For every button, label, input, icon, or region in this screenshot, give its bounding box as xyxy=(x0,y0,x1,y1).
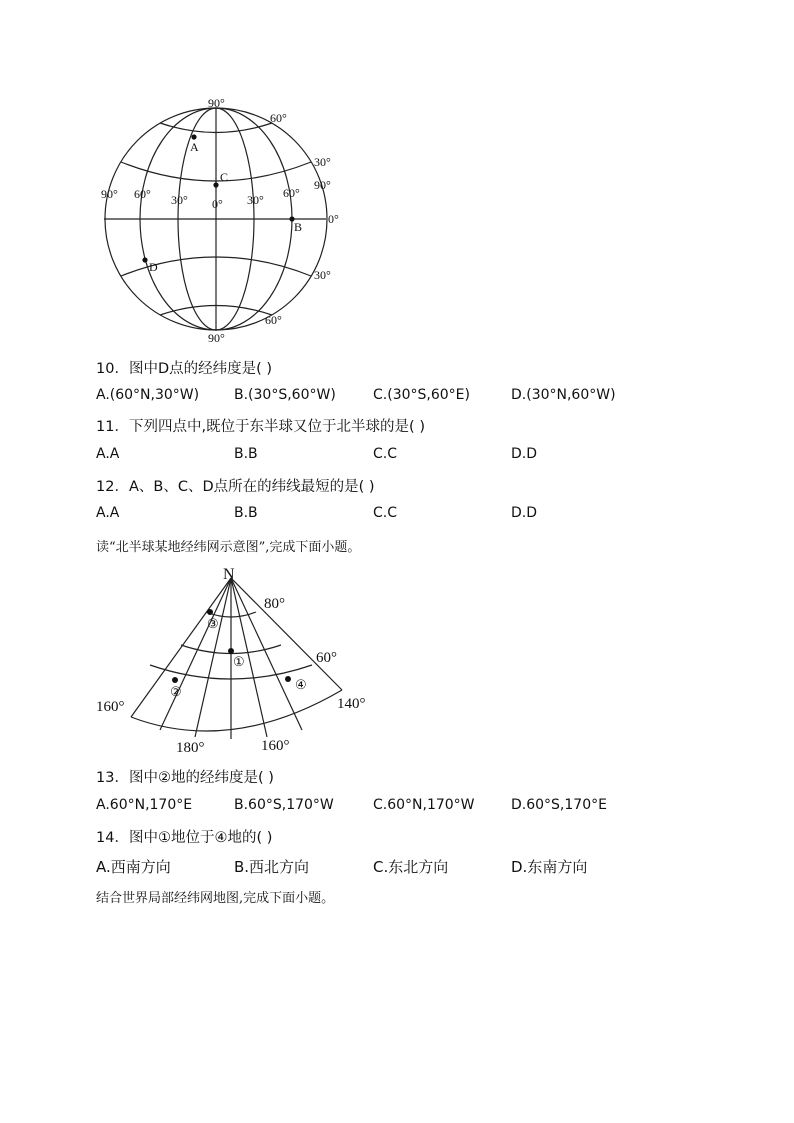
label-point-b: B xyxy=(294,220,303,234)
q12-option-a: A.A xyxy=(96,505,120,521)
point-c-dot xyxy=(213,182,218,187)
label-lon140: 140° xyxy=(337,696,366,712)
point-d-dot xyxy=(142,257,147,262)
q10-option-d: D.(30°N,60°W) xyxy=(511,387,616,403)
q11-option-a: A.A xyxy=(96,446,120,462)
q13-option-d: D.60°S,170°E xyxy=(511,797,607,813)
q14-option-a: A.西南方向 xyxy=(96,858,171,876)
q14-option-c: C.东北方向 xyxy=(373,858,449,876)
q14-stem: 14．图中①地位于④地的( ) xyxy=(96,830,273,846)
q14-option-b: B.西北方向 xyxy=(234,858,310,876)
label-point-a: A xyxy=(190,140,199,154)
label-lat30-n: 30° xyxy=(314,155,331,169)
label-pole-s: 90° xyxy=(208,331,225,345)
label-lat0: 0° xyxy=(328,212,339,226)
q13-option-c: C.60°N,170°W xyxy=(373,797,475,813)
label-lon30-w: 30° xyxy=(171,193,188,207)
intro-figure2: 读“北半球某地经纬网示意图”,完成下面小题。 xyxy=(96,540,361,555)
q13-option-a: A.60°N,170°E xyxy=(96,797,193,813)
q11-option-d: D.D xyxy=(511,446,538,462)
q10-stem: 10．图中D点的经纬度是( ) xyxy=(96,361,273,377)
meridian-180 xyxy=(195,578,231,737)
label-point-1: ① xyxy=(233,654,245,669)
point-2-dot xyxy=(172,677,178,683)
q11-stem: 11．下列四点中,既位于东半球又位于北半球的是( ) xyxy=(96,419,425,435)
q12-option-d: D.D xyxy=(511,505,538,521)
label-lon30-e: 30° xyxy=(247,193,264,207)
point-4-dot xyxy=(285,676,291,682)
label-lat80: 80° xyxy=(264,596,285,612)
label-lat60-n: 60° xyxy=(270,111,287,125)
label-point-3: ③ xyxy=(207,616,219,631)
q11-option-c: C.C xyxy=(373,446,398,462)
point-3-dot xyxy=(207,609,213,615)
meridian-140e xyxy=(231,578,342,690)
label-lat30-s: 30° xyxy=(314,268,331,282)
q10-option-b: B.(30°S,60°W) xyxy=(234,387,336,403)
q14-option-d: D.东南方向 xyxy=(511,858,588,876)
label-lon180: 180° xyxy=(176,740,205,756)
q12-option-b: B.B xyxy=(234,505,258,521)
label-lon90-e: 90° xyxy=(314,178,331,192)
label-north: N xyxy=(223,566,235,583)
label-point-d: D xyxy=(149,260,158,274)
label-pole-n: 90° xyxy=(208,96,225,110)
q11-option-b: B.B xyxy=(234,446,258,462)
label-lon90-w: 90° xyxy=(101,187,118,201)
q10-option-c: C.(30°S,60°E) xyxy=(373,387,470,403)
label-point-c: C xyxy=(220,170,229,184)
label-lon0: 0° xyxy=(212,197,223,211)
q13-stem: 13．图中②地的经纬度是( ) xyxy=(96,770,274,786)
polar-grid-figure xyxy=(92,560,382,760)
label-lon160-e: 160° xyxy=(261,738,290,754)
label-lon60-w: 60° xyxy=(134,187,151,201)
label-point-4: ④ xyxy=(295,677,307,692)
q13-option-b: B.60°S,170°W xyxy=(234,797,334,813)
q12-stem: 12．A、B、C、D点所在的纬线最短的是( ) xyxy=(96,479,375,495)
label-lon60-e: 60° xyxy=(283,186,300,200)
globe-grid-figure xyxy=(95,92,355,357)
q12-option-c: C.C xyxy=(373,505,398,521)
intro-figure3: 结合世界局部经纬网地图,完成下面小题。 xyxy=(96,891,335,906)
label-lat60: 60° xyxy=(316,650,337,666)
meridian-170w xyxy=(160,578,231,730)
q10-option-a: A.(60°N,30°W) xyxy=(96,387,200,403)
label-point-2: ② xyxy=(170,684,182,699)
label-lat60-s: 60° xyxy=(265,313,282,327)
label-lon160-w: 160° xyxy=(96,699,125,715)
point-a-dot xyxy=(191,134,196,139)
